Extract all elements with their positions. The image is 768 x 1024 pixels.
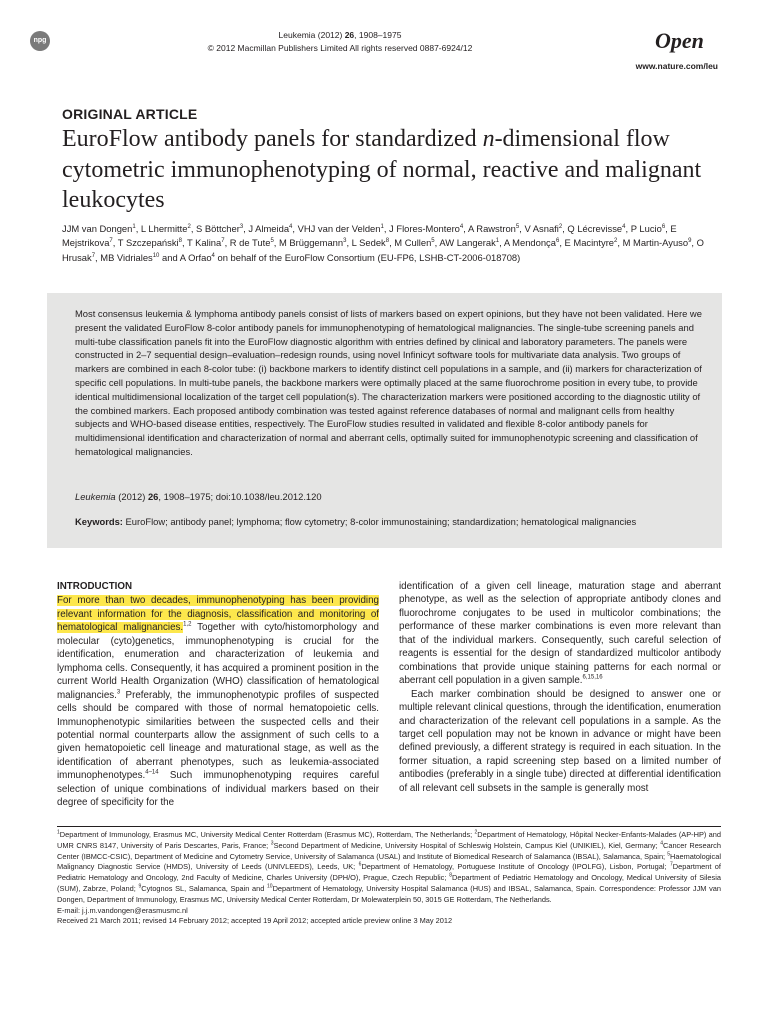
- author-affiliation-marker: 1: [132, 223, 136, 230]
- author-name: O Hrusak: [62, 237, 704, 263]
- author-name: A Rawstron: [467, 223, 516, 234]
- affiliation-number: 7: [669, 861, 673, 868]
- author-name: Q Lécrevisse: [567, 223, 623, 234]
- affiliation-number: 1: [57, 829, 60, 836]
- affiliation-text: Department of Hematology, Portuguese Institute of Oncology (IPOLFG), Lisbon, Portugal;: [361, 862, 670, 872]
- highlighted-text[interactable]: For more than two decades, immunophenotyping has been providing relevant information for the diagnosis, classification and monitoring of hematological malignancies.: [57, 595, 379, 634]
- author-affiliation-marker: 8: [385, 238, 390, 245]
- author-name: M Cullen: [394, 237, 432, 249]
- affiliation-number: 5: [667, 851, 671, 858]
- author-name: T Kalina: [186, 237, 222, 249]
- author-affiliation-marker: 9: [688, 238, 692, 245]
- affiliation-text: Cancer Research Center (IBMCC-CSIC), Department of Medicine and Cytometry Service, University of Salamanca (USAL) and Institute of Biomedical Research of Salamanca (IBSAL), Salamanca, Spain;: [57, 840, 721, 861]
- author-affiliation-marker: 7: [221, 238, 225, 245]
- author-affiliation-marker: 2: [187, 223, 191, 230]
- author-affiliation-marker: 7: [109, 238, 113, 245]
- author-affiliation-marker: 4: [211, 252, 215, 259]
- paragraph-continued: identification of a given cell lineage, maturation stage and aberrant phenotype, as well as the selection of appropriate antibody clones and fluorochrome conjugates to be used in multicolor combinations; the performance of these marker combinations is even more relevant than that of the individual markers. Consequently, such careful selection of reagents is essential for the design of standardized multicolor antibody combinations that provide unique staining patterns for each normal or aberrant cell population in a given sample.$^{6,15,16}$: [399, 581, 721, 687]
- affiliation-text: Cytognos SL, Salamanca, Spain and: [141, 883, 268, 893]
- copyright-line: © 2012 Macmillan Publishers Limited All rights reserved 0887-6924/12: [207, 43, 473, 53]
- affiliation-text: Second Department of Medicine, University Hospital of Schleswig Holstein, Campus Kiel (UNIKIEL), Kiel, Germany;: [273, 840, 661, 850]
- correspondence-email[interactable]: E-mail: j.j.m.vandongen@erasmusmc.nl: [57, 905, 188, 915]
- affiliation-text: Department of Hematology, Hôpital Necker-Enfants-Malades (AP-HP) and UMR CNRS 8147, University of Paris Descartes, Paris, France;: [57, 830, 721, 850]
- abstract-text: Most consensus leukemia & lymphoma antibody panels consist of lists of markers based on expert opinions, but they have not been validated. Here we present the validated EuroFlow 8-color antibody panels for immunophenotyping of hematological malignancies. The single-tube screening panels and multi-tube classification panels fit into the EuroFlow diagnostic algorithm with entries defined by clinical and laboratory parameters. The panels were constructed in 2–7 sequential design–evaluation–redesign rounds, using novel Infinicyt software tools for multivariate data analysis. Two groups of markers are combined in each 8-color tube: (i) backbone markers to identify distinct cell populations in a sample, and (ii) markers for characterization of specific cell populations. In multi-tube panels, the backbone markers were optimally placed at the same fluorochrome position in every tube, to provide identical multidimensional localization of the target cell population(s). The characterization markers were positioned according to the diagnostic utility of the combined markers. Each proposed antibody combination was tested against reference databases of normal and malignant cells from healthy subjects and WHO-based disease entities, respectively. The EuroFlow studies resulted in validated and flexible 8-color antibody panels for multidimensional identification and characterization of normal and aberrant cells, optimally suited for immunophenotypic screening and classification of hematological malignancies.: [75, 308, 702, 457]
- author-name: AW Langerak: [439, 237, 496, 249]
- author-name: V Asnafi: [524, 223, 559, 234]
- affiliation-number: 3: [270, 840, 274, 847]
- author-affiliation-marker: 6: [555, 238, 560, 245]
- affiliation-number: 6: [358, 861, 362, 868]
- affiliation-number: 4: [660, 840, 663, 847]
- npg-logo: npg: [30, 31, 50, 51]
- author-name: J Flores-Montero: [389, 223, 460, 234]
- affiliation-number: 10: [267, 883, 273, 890]
- open-access-label: Open: [655, 28, 704, 53]
- affiliation-number: 9: [138, 883, 142, 890]
- consortium-note: on behalf of the EuroFlow Consortium (EU-FP6, LSHB-CT-2006-018708): [214, 251, 521, 263]
- author-name: M Martin-Ayuso: [622, 237, 689, 249]
- received-dates: Received 21 March 2011; revised 14 February 2012; accepted 19 April 2012; accepted article preview online 3 May 2012: [57, 916, 453, 926]
- keywords: Keywords: EuroFlow; antibody panel; lymphoma; flow cytometry; 8-color immunostaining; standardization; hematological malignancies: [75, 516, 637, 527]
- body-column-right: [399, 580, 721, 795]
- author-affiliation-marker: 8: [178, 238, 182, 245]
- author-name: MB Vidriales: [100, 251, 153, 263]
- article-title: EuroFlow antibody panels for standardized n-dimensional flow cytometric immunophenotyping of normal, reactive and malignant leukocytes: [62, 126, 702, 213]
- author-affiliation-marker: 2: [614, 238, 618, 245]
- author-affiliation-marker: 5: [431, 238, 435, 245]
- author-affiliation-marker: 5: [515, 223, 520, 230]
- author-name: M Brüggemann: [279, 237, 344, 249]
- author-affiliation-marker: 2: [558, 223, 563, 230]
- intro-paragraph: For more than two decades, immunophenotyping has been providing relevant information for the diagnosis, classification and monitoring of hematological malignancies.$^{1,2}$ Together with cyto/histomorphology and molecular (cyto)genetics, immunophenotyping is crucial for the identification, enumeration and characterization of leukemia and lymphoma cells. Consequently, it has acquired a prominent position in the current World Health Organization (WHO) classification of hematological malignancies.$^3$ Preferably, the immunophenotypic profiles of suspected cells should be compared with those of normal hematopoietic cells. Immunophenotypic similarities between the suspected cells and their potential normal counterparts allow the assignment of such cells to a given hematopoietic cell lineage and maturational stage, as well as the identification of aberrant phenotypes, such as leukemia-associated immunophenotypes.$^{4-14}$ Such immunophenotyping requires careful selection of unique combinations of individual markers based on their degree of specificity for the: [57, 595, 379, 809]
- footnotes: [57, 830, 721, 927]
- body-column-left: [57, 580, 379, 810]
- author-name: L Lhermitte: [140, 223, 188, 234]
- author-affiliation-marker: 1: [380, 223, 384, 230]
- author-list: JJM van Dongen$^1$, L Lhermitte$^2$, S Böttcher$^3$, J Almeida$^4$, VHJ van der Velden$^1$, J Flores-Montero$^4$, A Rawstron$^5$, V Asnafi$^2$, Q Lécrevisse$^4$, P Lucio$^6$, E Mejstrikova$^7$, T Szczepański$^8$, T Kalina$^7$, R de Tute$^5$, M Brüggemann$^3$, L Sedek$^8$, M Cullen$^5$, AW Langerak$^1$, A Mendonça$^6$, E Macintyre$^2$, M Martin-Ayuso$^9$, O Hrusak$^7$, MB Vidriales$^{10}$ and A Orfao$^4$ on behalf of the EuroFlow Consortium (EU-FP6, LSHB-CT-2006-018708): [62, 223, 704, 263]
- author-affiliation-marker: 3: [343, 238, 347, 245]
- affiliation-number: 8: [449, 872, 452, 879]
- author-name: R de Tute: [229, 237, 271, 249]
- author-name: E Mejstrikova: [62, 223, 677, 249]
- author-name: J Almeida: [248, 223, 290, 234]
- author-name: E Macintyre: [564, 237, 615, 249]
- author-affiliation-marker: 7: [91, 252, 96, 259]
- affiliation-number: 2: [474, 829, 478, 836]
- author-affiliation-marker: 4: [459, 223, 464, 230]
- author-name: S Böttcher: [196, 223, 240, 234]
- author-affiliation-marker: 1: [495, 238, 500, 245]
- paragraph-marker-combination: Each marker combination should be designed to answer one or multiple relevant clinical questions, through the identification, enumeration and characterization of the relevant cell populations in a sample. As the target cell population may not be known in advance or might have been defined previously, a different strategy is required in each situation. In the former situation, a rapid screening step based on a limited number of antibodies (preferably in a single tube) directed at differential identification of all relevant cell subsets in the sample is generally most: [399, 688, 721, 794]
- author-affiliation-marker: 5: [270, 238, 274, 245]
- author-affiliation-marker: 6: [661, 223, 666, 230]
- author-affiliation-marker: 3: [239, 223, 244, 230]
- affiliation-text: Department of Immunology, Erasmus MC, University Medical Center Rotterdam (Erasmus MC), Rotterdam, The Netherlands;: [59, 830, 475, 839]
- affiliation-text: Haematological Malignancy Diagnostic Service (HMDS), University of Leeds (UNIVLEEDS), Leeds, UK;: [57, 851, 721, 872]
- journal-url[interactable]: www.nature.com/leu: [635, 61, 718, 71]
- author-name: JJM van Dongen: [62, 223, 133, 234]
- author-name: L Sedek: [351, 237, 386, 249]
- author-name: T Szczepański: [117, 237, 179, 249]
- affiliation-text: Department of Pediatric Hematology and Oncology, 2nd Faculty of Medicine, Charles University (DPH/O), Prague, Czech Republic;: [57, 862, 721, 883]
- article-citation: Leukemia (2012) 26, 1908–1975; doi:10.1038/leu.2012.120: [75, 491, 322, 502]
- author-affiliation-marker: 4: [289, 223, 293, 230]
- author-name: VHJ van der Velden: [297, 223, 381, 234]
- article-type: ORIGINAL ARTICLE: [62, 106, 198, 122]
- author-name: A Orfao: [179, 251, 212, 263]
- author-affiliation-marker: 4: [622, 223, 626, 230]
- author-affiliation-marker: 10: [152, 252, 160, 259]
- footnote-rule: [57, 826, 721, 827]
- section-heading-introduction: INTRODUCTION: [57, 581, 133, 592]
- author-name: P Lucio: [630, 223, 662, 234]
- author-name: A Mendonça: [503, 237, 556, 249]
- affiliations: [57, 830, 721, 906]
- affiliation-text: Department of Pediatric Hematology and Oncology, Medical University of Silesia (SUM), Zabrze, Poland;: [57, 873, 721, 893]
- affiliation-text: Department of Hematology, University Hospital Salamanca (HUS) and IBSAL, Salamanca, Spain. Correspondence: Professor JJM van Dongen, Department of Immunology, Erasmus MC, University Medical Center Rotterdam, Dr Molewaterplein 50, 3015 GE Rotterdam, The Netherlands.: [57, 883, 721, 904]
- journal-citation-line: Leukemia (2012) 26, 1908–1975: [278, 30, 402, 40]
